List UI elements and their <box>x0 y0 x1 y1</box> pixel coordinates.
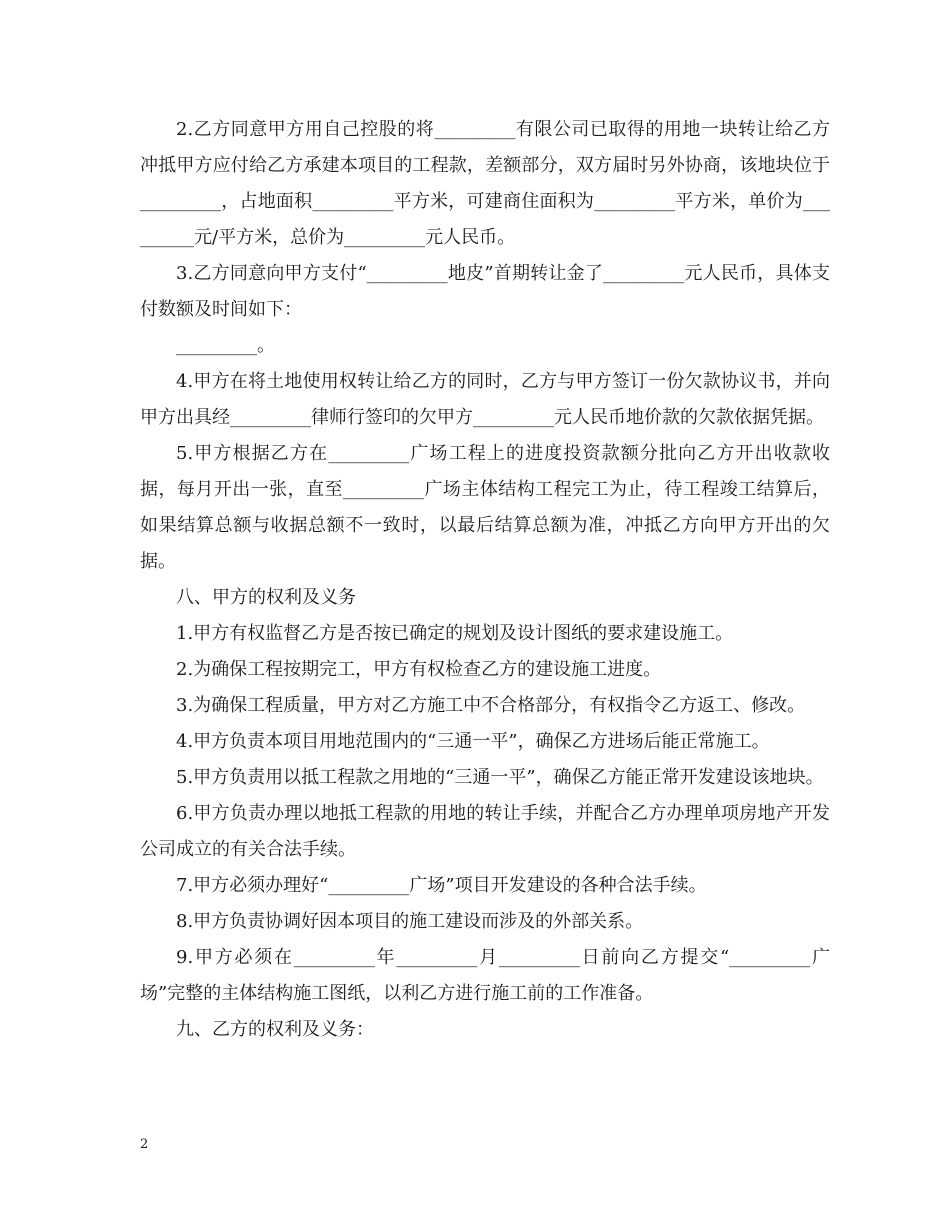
paragraph-a-right-8: 8.甲方负责协调好因本项目的施工建设而涉及的外部关系。 <box>176 911 644 932</box>
paragraph-first-payment: 3.乙方同意向甲方支付“_________地皮”首期转让金了_________元人民币，具体支付数额及时间如下： <box>140 263 830 320</box>
page-number: 2 <box>140 1137 149 1152</box>
paragraph-a-right-7: 7.甲方必须办理好“_________广场”项目开发建设的各种合法手续。 <box>176 875 707 896</box>
paragraph-a-right-1: 1.甲方有权监督乙方是否按已确定的规划及设计图纸的要求建设施工。 <box>176 623 734 644</box>
section-heading-party-a: 八、甲方的权利及义务 <box>176 587 356 608</box>
paragraph-a-right-9: 9.甲方必须在_________年_________月_________日前向乙方提交“_________广场”完整的主体结构施工图纸，以利乙方进行施工前的工作准备。 <box>140 947 830 1004</box>
paragraph-transfer-land: 2.乙方同意甲方用自己控股的将_________有限公司已取得的用地一块转让给乙方冲抵甲方应付给乙方承建本项目的工程款，差额部分，双方届时另外协商，该地块位于_________，占地面积_________平方米，可建商住面积为_________平方米，单价为_________元/平方米，总价为_________元人民币。 <box>140 119 830 248</box>
paragraph-receipts: 5.甲方根据乙方在_________广场工程上的进度投资款额分批向乙方开出收款收据，每月开出一张，直至_________广场主体结构工程完工为止，待工程竣工结算后，如果结算总额与收据总额不一致时，以最后结算总额为准，冲抵乙方向甲方开出的欠据。 <box>140 443 830 572</box>
paragraph-a-right-4: 4.甲方负责本项目用地范围内的“三通一平”，确保乙方进场后能正常施工。 <box>176 731 770 752</box>
paragraph-a-right-3: 3.为确保工程质量，甲方对乙方施工中不合格部分，有权指令乙方返工、修改。 <box>176 695 806 716</box>
paragraph-debt-agreement: 4.甲方在将土地使用权转让给乙方的同时，乙方与甲方签订一份欠款协议书，并向甲方出具经_________律师行签印的欠甲方_________元人民币地价款的欠款依据凭据。 <box>140 371 830 428</box>
paragraph-payment-blank: _________。 <box>176 335 275 356</box>
paragraph-a-right-6: 6.甲方负责办理以地抵工程款的用地的转让手续，并配合乙方办理单项房地产开发公司成立的有关合法手续。 <box>140 803 830 860</box>
section-heading-party-b: 九、乙方的权利及义务： <box>176 1019 374 1040</box>
document-body <box>140 112 830 1048</box>
paragraph-a-right-2: 2.为确保工程按期完工，甲方有权检查乙方的建设施工进度。 <box>176 659 662 680</box>
paragraph-a-right-5: 5.甲方负责用以抵工程款之用地的“三通一平”，确保乙方能正常开发建设该地块。 <box>176 767 824 788</box>
